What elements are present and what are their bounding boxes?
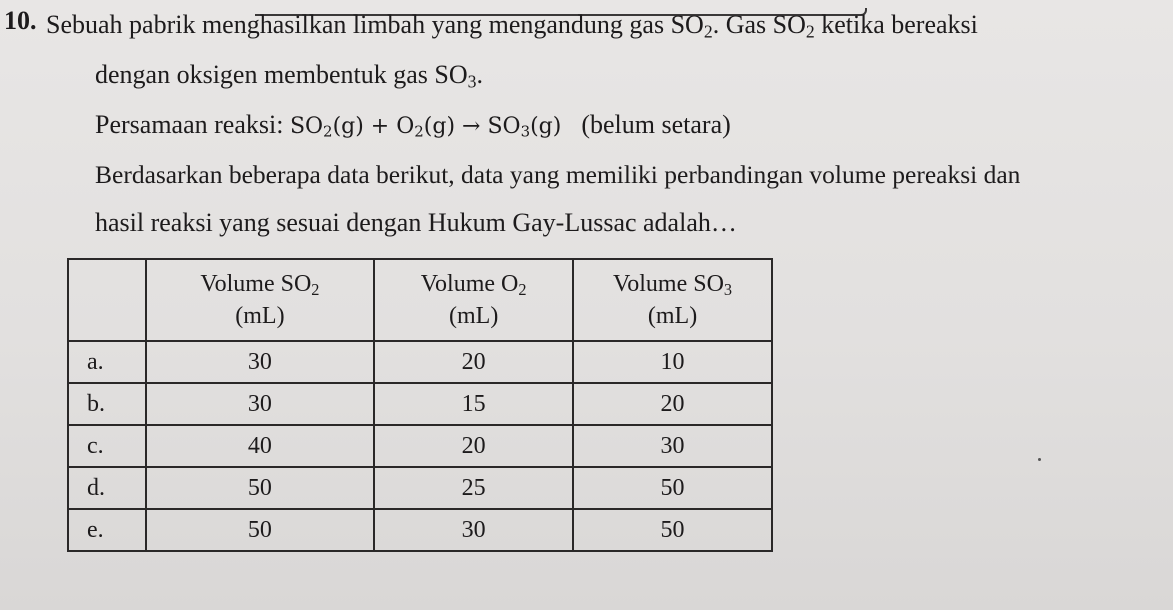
header-volume-so3: Volume $SO_3$ (mL) — [573, 259, 772, 341]
row-label: b. — [68, 383, 146, 425]
cell-so2: 30 — [146, 341, 375, 383]
data-table — [67, 258, 773, 552]
row-label: c. — [68, 425, 146, 467]
equation-note: (belum setara) — [581, 110, 731, 139]
row-label: e. — [68, 509, 146, 551]
reaction-equation: $SO_2(g) + O_2(g) \to SO_3(g)$ — [289, 114, 562, 141]
question-line-1: Sebuah pabrik menghasilkan limbah yang mengandung gas $SO_2$. Gas $SO_2$ ketika bereaksi — [46, 10, 978, 42]
table-row — [68, 383, 772, 425]
header-volume-o2: Volume $O_2$ (mL) — [374, 259, 573, 341]
paper-speck — [1038, 458, 1041, 461]
cell-so3: 10 — [573, 341, 772, 383]
equation-label: Persamaan reaksi: — [95, 110, 284, 139]
question-line-4: Berdasarkan beberapa data berikut, data yang memiliki perbandingan volume pereaksi dan — [95, 160, 1021, 189]
table-row — [68, 509, 772, 551]
cell-so3: 20 — [573, 383, 772, 425]
cell-o2: 25 — [374, 467, 573, 509]
question-line-5: hasil reaksi yang sesuai dengan Hukum Gay-Lussac adalah… — [95, 208, 737, 237]
header-volume-so2: Volume $SO_2$ (mL) — [146, 259, 375, 341]
cell-so2: 50 — [146, 467, 375, 509]
cell-o2: 20 — [374, 425, 573, 467]
cell-so3: 30 — [573, 425, 772, 467]
header-empty — [68, 259, 146, 341]
table-row — [68, 341, 772, 383]
table-row — [68, 425, 772, 467]
cell-so3: 50 — [573, 467, 772, 509]
table-row — [68, 467, 772, 509]
reaction-equation-line — [95, 110, 731, 141]
cell-so2: 40 — [146, 425, 375, 467]
row-label: a. — [68, 341, 146, 383]
cell-o2: 30 — [374, 509, 573, 551]
cell-o2: 15 — [374, 383, 573, 425]
cell-so3: 50 — [573, 509, 772, 551]
cell-so2: 50 — [146, 509, 375, 551]
cell-so2: 30 — [146, 383, 375, 425]
cell-o2: 20 — [374, 341, 573, 383]
row-label: d. — [68, 467, 146, 509]
table-header-row — [68, 259, 772, 341]
question-line-2: dengan oksigen membentuk gas $SO_3$. — [95, 60, 483, 92]
question-number: 10. — [4, 6, 37, 35]
